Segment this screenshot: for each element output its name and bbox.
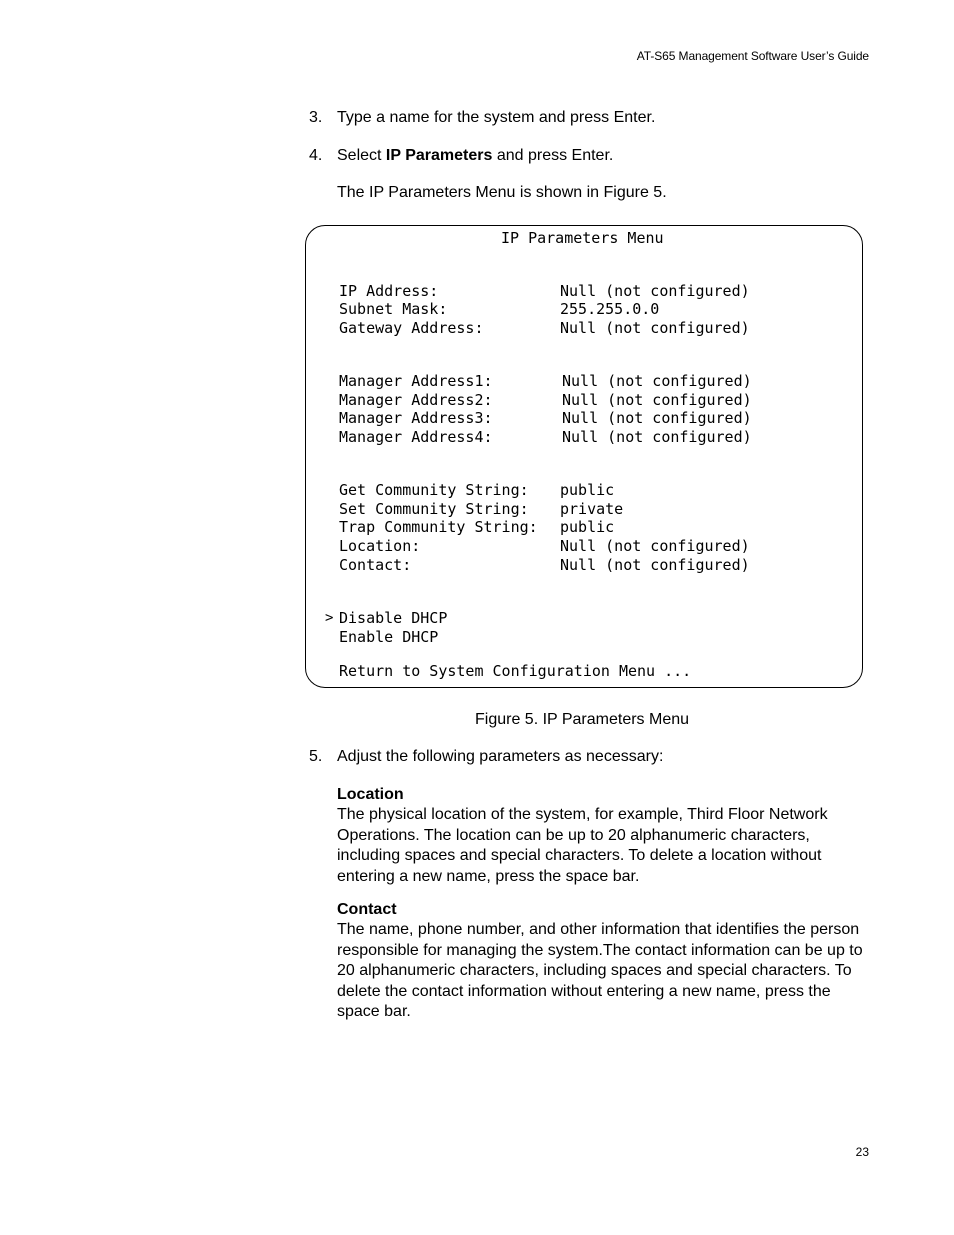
row-label: IP Address:	[339, 282, 439, 300]
step-text-pre: Select	[337, 147, 386, 164]
location-heading: Location	[337, 786, 404, 803]
row-value: public	[560, 481, 615, 499]
step-text: Adjust the following parameters as necessary:	[337, 748, 664, 765]
step-text-post: and press Enter.	[492, 147, 614, 164]
row-label: Manager Address4:	[339, 428, 493, 446]
row-label: Get Community String:	[339, 481, 529, 499]
location-body: The physical location of the system, for example, Third Floor Network Operations. The location can be up to 20 alphanumeric characters, including spaces and special characters. To delete a location without entering a new name, press the space bar.	[337, 806, 828, 885]
contact-heading: Contact	[337, 901, 397, 918]
menu-row-ip-address[interactable]	[339, 282, 750, 300]
page-number: 23	[855, 1145, 869, 1159]
row-value: public	[560, 518, 615, 536]
row-label: Manager Address2:	[339, 391, 493, 409]
row-value: Null (not configured)	[560, 537, 750, 555]
row-value: private	[560, 500, 624, 518]
row-label: Set Community String:	[339, 500, 529, 518]
row-value: Null (not configured)	[560, 556, 750, 574]
step-number: 4.	[309, 147, 323, 164]
row-value: 255.255.0.0	[560, 300, 660, 318]
row-label: Manager Address3:	[339, 409, 493, 427]
menu-row-location[interactable]	[339, 537, 750, 555]
step-number: 5.	[309, 748, 323, 765]
menu-row-get-community[interactable]	[339, 481, 615, 499]
step-5	[309, 747, 663, 767]
menu-title: IP Parameters Menu	[501, 229, 664, 247]
selection-cursor: >	[325, 610, 334, 626]
row-value: Null (not configured)	[562, 428, 752, 446]
step-text-bold: IP Parameters	[385, 147, 493, 164]
menu-row-trap-community[interactable]	[339, 518, 615, 536]
menu-row-contact[interactable]	[339, 556, 750, 574]
figure-reference-note: The IP Parameters Menu is shown in Figure 5.	[337, 184, 667, 201]
step-text: Type a name for the system and press Enter.	[337, 109, 656, 126]
step-4	[309, 146, 613, 166]
row-label: Location:	[339, 537, 421, 555]
menu-row-manager-address1[interactable]	[339, 372, 752, 390]
row-label: Trap Community String:	[339, 518, 538, 536]
menu-row-manager-address2[interactable]	[339, 391, 752, 409]
menu-row-manager-address3[interactable]	[339, 409, 752, 427]
row-label: Contact:	[339, 556, 412, 574]
running-header: AT-S65 Management Software User’s Guide	[636, 49, 869, 63]
row-value: Null (not configured)	[562, 409, 752, 427]
row-label: Subnet Mask:	[339, 300, 448, 318]
row-label: Manager Address1:	[339, 372, 493, 390]
menu-row-subnet-mask[interactable]	[339, 300, 660, 318]
menu-option-return[interactable]: Return to System Configuration Menu ...	[339, 662, 692, 680]
row-value: Null (not configured)	[562, 391, 752, 409]
menu-option-disable-dhcp[interactable]: Disable DHCP	[339, 609, 448, 627]
menu-row-gateway-address[interactable]	[339, 319, 750, 337]
step-3	[309, 108, 655, 128]
menu-option-enable-dhcp[interactable]: Enable DHCP	[339, 628, 439, 646]
figure-caption: Figure 5. IP Parameters Menu	[475, 711, 690, 728]
location-description	[337, 785, 877, 887]
row-value: Null (not configured)	[562, 372, 752, 390]
row-value: Null (not configured)	[560, 282, 750, 300]
menu-row-set-community[interactable]	[339, 500, 624, 518]
row-label: Gateway Address:	[339, 319, 484, 337]
menu-row-manager-address4[interactable]	[339, 428, 752, 446]
step-number: 3.	[309, 109, 323, 126]
row-value: Null (not configured)	[560, 319, 750, 337]
contact-description	[337, 900, 877, 1022]
contact-body: The name, phone number, and other information that identifies the person responsible for managing the system.The contact information can be up to 20 alphanumeric characters, including spaces and special characters. To delete the contact information without entering a new name, press the space bar.	[337, 921, 863, 1021]
